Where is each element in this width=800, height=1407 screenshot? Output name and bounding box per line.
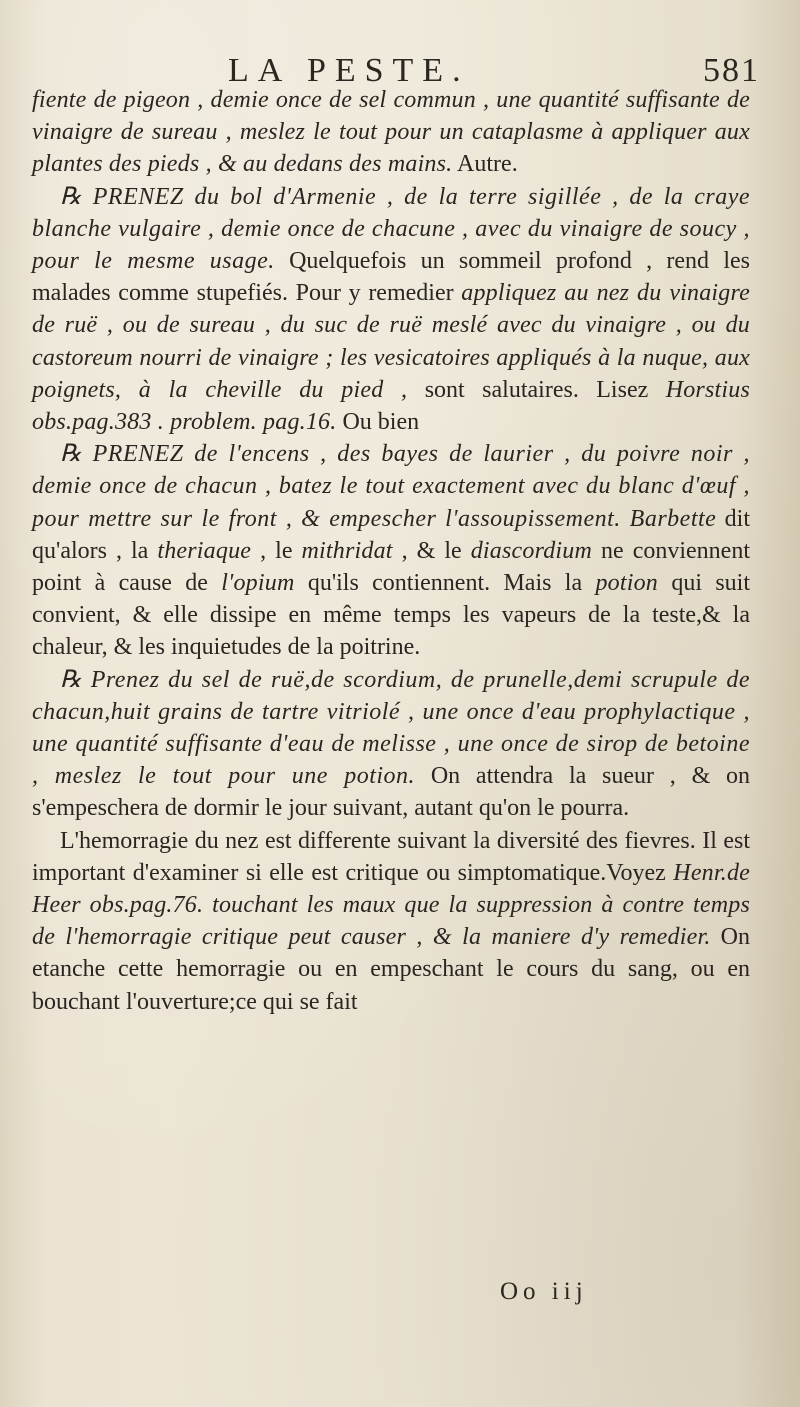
- italic-text: ℞ Prenez du sel de ruë,de scordium, de prunelle,demi scrupule de chacun,huit grains de tartre vitriolé , une once d'eau prophylactique , une quantité suffisante d'eau de melisse , une once de sirop de betoine , meslez le tout pour une potion.: [32, 666, 750, 790]
- paragraph: [32, 664, 750, 825]
- italic-text: ℞ PRENEZ du bol d'Armenie , de la terre sigillée , de la craye blanche vulgaire , demie once de chacune , avec du vinaigre de soucy , pour le mesme usage.: [32, 183, 750, 275]
- roman-text: qui suit convient, & elle dissipe en même temps les vapeurs de la teste,& la chaleur, & les inquietudes de la poitrine.: [32, 570, 751, 661]
- roman-text: On etanche cette hemorragie ou en empeschant le cours du sang, ou en bouchant l'ouverture;ce qui se fait: [32, 924, 750, 1015]
- italic-text: mithridat: [301, 537, 393, 564]
- paragraph: [32, 181, 750, 439]
- running-title: LA PESTE.: [228, 52, 470, 89]
- roman-text: qu'ils contiennent. Mais la: [294, 570, 596, 597]
- roman-text: ne conviennent point à cause de: [32, 537, 750, 597]
- catchword-signature: Oo iij: [500, 1278, 588, 1305]
- italic-text: theriaque: [157, 537, 252, 564]
- italic-text: Horstius obs.pag.383 . problem. pag.16.: [32, 376, 750, 436]
- roman-text: , le: [251, 537, 302, 564]
- roman-text: On attendra la sueur , & on s'empeschera de dormir le jour suivant, autant qu'on le pourra.: [32, 763, 751, 822]
- roman-text: L'hemorragie du nez est differente suivant la diversité des fievres. Il est important d'examiner si elle est critique ou simptomatique.Voyez: [32, 827, 750, 886]
- roman-text: Quelquefois un sommeil profond , rend les malades comme stupefiés. Pour y remedier: [32, 248, 750, 307]
- roman-text: Ou bien: [336, 409, 420, 436]
- paragraph: [32, 825, 750, 1018]
- page-number: 581: [703, 52, 760, 89]
- roman-text: Autre.: [452, 151, 518, 178]
- italic-text: diascordium: [470, 537, 593, 564]
- italic-text: Henr.de Heer obs.pag.76. touchant les maux que la suppression à contre temps de l'hemorragie critique peut causer , & la maniere d'y remedier.: [32, 859, 750, 951]
- paragraph: [32, 438, 750, 663]
- roman-text: dit qu'alors , la: [32, 505, 751, 564]
- paragraph: [32, 84, 750, 181]
- italic-text: l'opium: [221, 570, 295, 597]
- italic-text: fiente de pigeon , demie once de sel commun , une quantité suffisante de vinaigre de sureau , meslez le tout pour un cataplasme à appliquer aux plantes des pieds , & au dedans des mains.: [32, 87, 750, 178]
- italic-text: potion: [595, 570, 658, 597]
- body-text: [32, 84, 750, 1018]
- roman-text: sont salutaires. Lisez: [407, 376, 666, 403]
- roman-text: , & le: [392, 537, 471, 564]
- italic-text: appliquez au nez du vinaigre de ruë , ou de sureau , du suc de ruë meslé avec du vinaigre , ou du castoreum nourri de vinaigre ; les vesicatoires appliqués à la nuque, aux poignets, à la cheville du pied ,: [32, 280, 751, 403]
- italic-text: ℞ PRENEZ de l'encens , des bayes de laurier , du poivre noir , demie once de chacun , batez le tout exactement avec du blanc d'œuf , pour mettre sur le front , & empescher l'assoupissement. Barbette: [32, 441, 750, 532]
